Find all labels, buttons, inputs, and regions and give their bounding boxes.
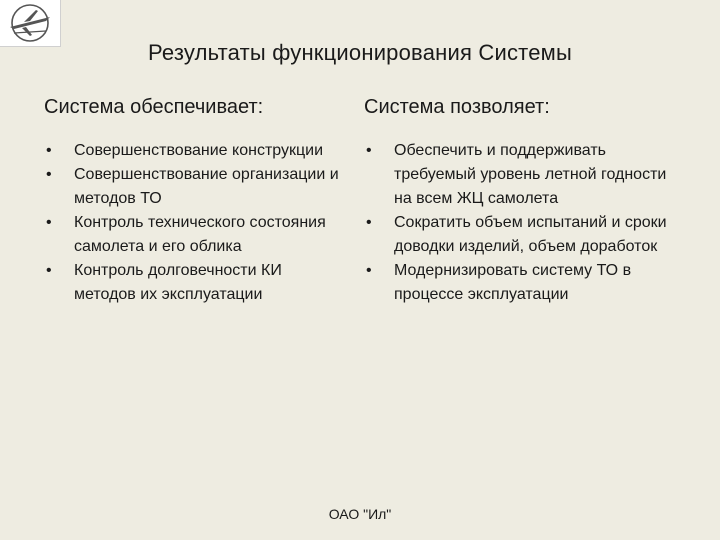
bullet-icon: • — [366, 262, 372, 279]
list-item-text: Контроль долговечности КИ методов их эксплуатации — [74, 262, 282, 303]
provides-heading: Система обеспечивает: — [44, 96, 264, 118]
page-title: Результаты функционирования Системы — [148, 40, 572, 65]
bullet-icon: • — [366, 142, 372, 159]
allows-heading: Система позволяет: — [364, 96, 550, 118]
list-item — [364, 259, 684, 307]
provides-list — [44, 139, 344, 307]
list-item — [364, 211, 684, 259]
list-item — [44, 211, 344, 259]
bullet-icon: • — [46, 142, 52, 159]
list-item-text: Сократить объем испытаний и сроки доводки изделий, объем доработок — [394, 214, 667, 255]
bullet-icon: • — [46, 262, 52, 279]
list-item-text: Контроль технического состояния самолета и его облика — [74, 214, 326, 255]
list-item — [44, 259, 344, 307]
allows-list — [364, 139, 684, 307]
list-item-text: Обеспечить и поддерживать требуемый уровень летной годности на всем ЖЦ самолета — [394, 142, 667, 207]
list-item-text: Совершенствование организации и методов ТО — [74, 166, 339, 207]
bullet-icon: • — [46, 166, 52, 183]
footer-company: ОАО "Ил" — [328, 506, 392, 522]
list-item — [44, 139, 344, 163]
provides-column — [44, 96, 344, 307]
list-item — [364, 139, 684, 211]
bullet-icon: • — [366, 214, 372, 231]
list-item — [44, 163, 344, 211]
list-item-text: Совершенствование конструкции — [74, 142, 324, 159]
list-item-text: Модернизировать систему ТО в процессе эксплуатации — [394, 262, 632, 303]
allows-column — [364, 96, 684, 307]
bullet-icon: • — [46, 214, 52, 231]
